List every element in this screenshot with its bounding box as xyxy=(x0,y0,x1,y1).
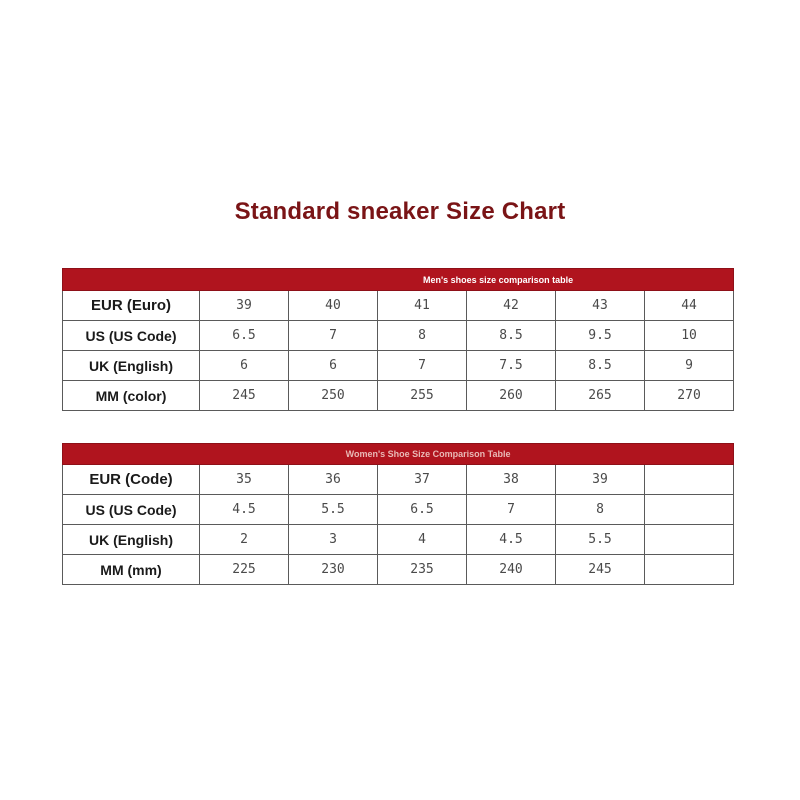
size-cell: 6.5 xyxy=(200,321,289,351)
womens-table-body xyxy=(63,465,734,585)
row-label: US (US Code) xyxy=(63,321,200,351)
row-label: EUR (Euro) xyxy=(63,291,200,321)
size-cell: 6 xyxy=(200,351,289,381)
row-label: MM (color) xyxy=(63,381,200,411)
size-cell: 9.5 xyxy=(556,321,645,351)
size-cell: 7.5 xyxy=(467,351,556,381)
size-cell: 6.5 xyxy=(378,495,467,525)
size-cell: 270 xyxy=(645,381,734,411)
womens-table-banner: Women's Shoe Size Comparison Table xyxy=(63,444,734,465)
row-label: MM (mm) xyxy=(63,555,200,585)
size-cell xyxy=(645,555,734,585)
size-cell: 10 xyxy=(645,321,734,351)
size-cell: 37 xyxy=(378,465,467,495)
size-cell: 4.5 xyxy=(200,495,289,525)
size-cell: 255 xyxy=(378,381,467,411)
size-cell: 35 xyxy=(200,465,289,495)
size-cell: 4.5 xyxy=(467,525,556,555)
size-cell: 43 xyxy=(556,291,645,321)
size-cell: 4 xyxy=(378,525,467,555)
size-cell: 39 xyxy=(556,465,645,495)
row-label: US (US Code) xyxy=(63,495,200,525)
size-cell: 7 xyxy=(378,351,467,381)
row-label: UK (English) xyxy=(63,525,200,555)
size-cell xyxy=(645,525,734,555)
size-cell xyxy=(645,495,734,525)
size-cell: 7 xyxy=(289,321,378,351)
size-cell: 38 xyxy=(467,465,556,495)
size-cell: 6 xyxy=(289,351,378,381)
womens-size-table xyxy=(62,443,734,585)
size-cell xyxy=(645,465,734,495)
size-cell: 5.5 xyxy=(556,525,645,555)
row-label: EUR (Code) xyxy=(63,465,200,495)
size-cell: 225 xyxy=(200,555,289,585)
size-cell: 8.5 xyxy=(467,321,556,351)
table-row xyxy=(63,321,734,351)
size-cell: 41 xyxy=(378,291,467,321)
size-cell: 265 xyxy=(556,381,645,411)
size-cell: 36 xyxy=(289,465,378,495)
mens-size-table xyxy=(62,268,734,411)
table-row xyxy=(63,351,734,381)
table-row xyxy=(63,291,734,321)
size-cell: 260 xyxy=(467,381,556,411)
size-cell: 39 xyxy=(200,291,289,321)
size-cell: 2 xyxy=(200,525,289,555)
size-cell: 250 xyxy=(289,381,378,411)
size-cell: 42 xyxy=(467,291,556,321)
chart-title: Standard sneaker Size Chart xyxy=(234,198,566,225)
size-cell: 7 xyxy=(467,495,556,525)
size-cell: 8 xyxy=(556,495,645,525)
size-cell: 235 xyxy=(378,555,467,585)
size-cell: 40 xyxy=(289,291,378,321)
table-row xyxy=(63,381,734,411)
row-label: UK (English) xyxy=(63,351,200,381)
size-cell: 44 xyxy=(645,291,734,321)
size-cell: 8.5 xyxy=(556,351,645,381)
size-cell: 245 xyxy=(556,555,645,585)
mens-table-body xyxy=(63,291,734,411)
size-cell: 8 xyxy=(378,321,467,351)
size-cell: 5.5 xyxy=(289,495,378,525)
size-cell: 3 xyxy=(289,525,378,555)
mens-table-banner: Men's shoes size comparison table xyxy=(63,269,734,291)
table-row xyxy=(63,495,734,525)
size-cell: 245 xyxy=(200,381,289,411)
table-row xyxy=(63,555,734,585)
size-cell: 230 xyxy=(289,555,378,585)
size-cell: 240 xyxy=(467,555,556,585)
table-row xyxy=(63,525,734,555)
size-cell: 9 xyxy=(645,351,734,381)
table-row xyxy=(63,465,734,495)
